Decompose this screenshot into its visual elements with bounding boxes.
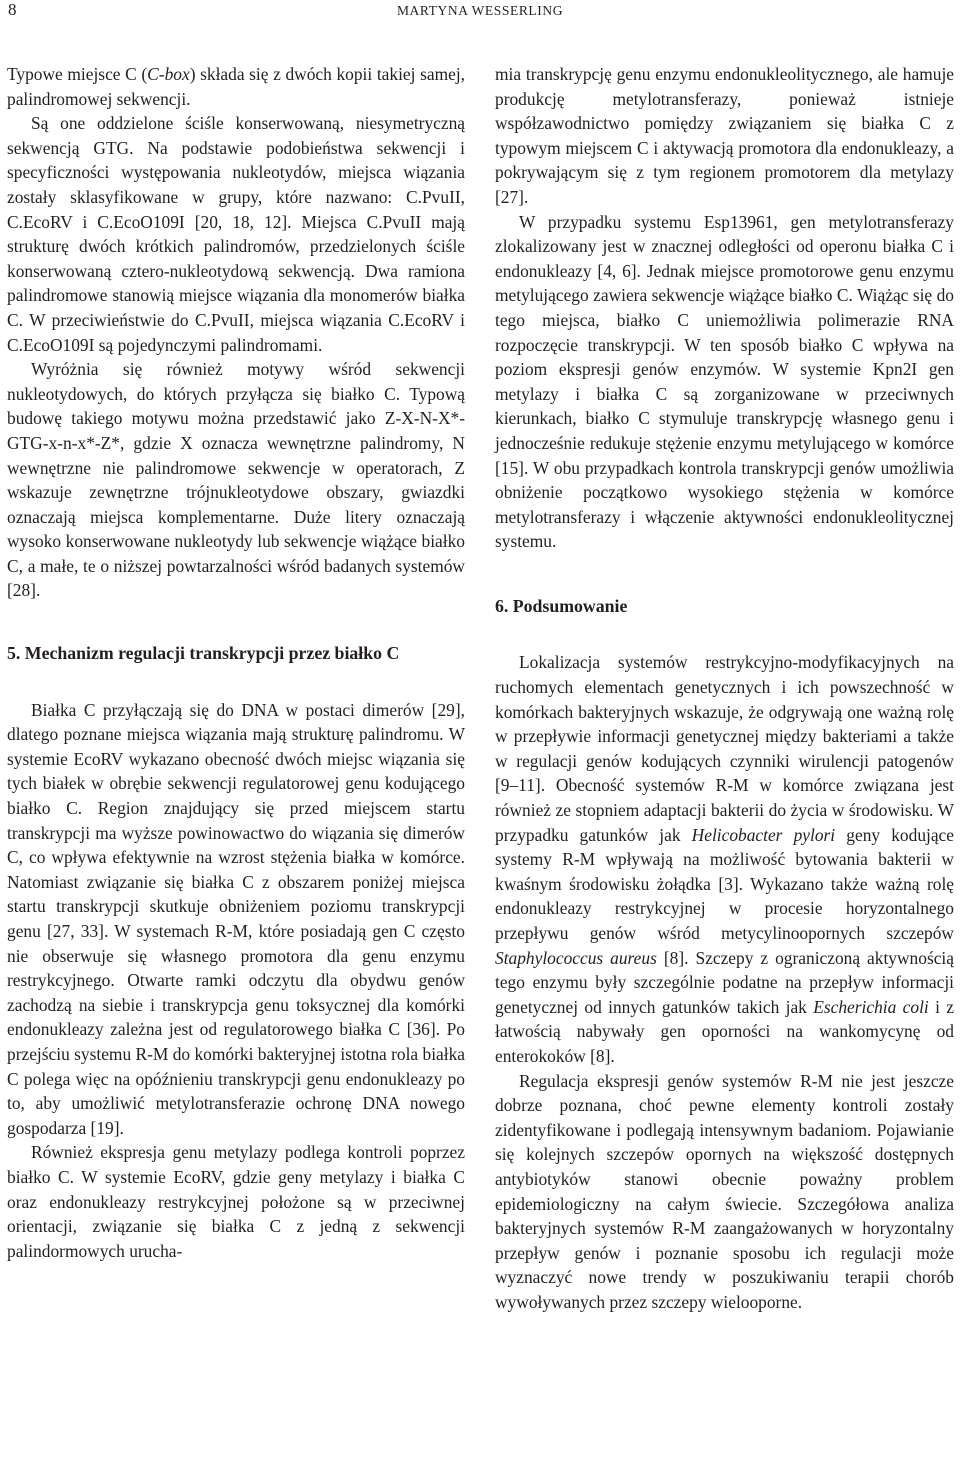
paragraph: Regulacja ekspresji genów systemów R-M nie jest jeszcze dobrze poznana, choć pewne elementy kontroli zostały zidentyfikowane i podlegają intensywnym badaniom. Pojawianie się kolejnych szczepów opornych na większość dostępnych antybiotyków stanowi obecnie poważny problem epidemiologiczny na całym świecie. Szczegółowa analiza bakteryjnych systemów R-M zaangażowanych w horyzontalny przepływ genów i poznanie sposobu ich regulacji może wyznaczyć nowe trendy w poszukiwaniu terapii chorób wywoływanych przez szczepy wielooporne. bbox=[495, 1070, 954, 1312]
paragraph: mia transkrypcję genu enzymu endonukleolitycznego, ale hamuje produkcję metylotransferazy, ponieważ istnieje współzawodnictwo pomiędzy związaniem się białka C z typowym miejscem C i aktywacją promotora dla endonukleazy, a pokrywającym się z tym regionem promotorem dla metylazy [27]. bbox=[495, 64, 954, 207]
paragraph: Lokalizacja systemów restrykcyjno-modyfikacyjnych na ruchomych elementach genetycznych i ich powszechność w komórkach bakteryjnych wskazuje, że odgrywają one ważną rolę w przepływie informacji genetycznej między bakteriami a także w regulacji genów kodujących czynniki wirulencji patogenów [9–11]. Obecność systemów R-M w komórce związana jest również ze stopniem adaptacji bakterii do życia w środowisku. W przypadku gatunków jak Helicobacter pylori geny kodujące systemy R-M wpływają na możliwość bytowania bakterii w kwaśnym środowisku żołądka [3]. Wykazano także ważną rolę endonukleazy restrykcyjnej w procesie horyzontalnego przepływu genów wśród metycylinoopornych szczepów Staphylococcus aureus [8]. Szczepy z ograniczoną aktywnością tego enzymu były szczególnie podatne na przepływ informacji genetycznej od innych gatunków takich jak Escherichia coli i z łatwością nabywały gen oporności na wankomycynę od enterokoków [8]. bbox=[495, 652, 954, 1066]
paragraph: Również ekspresja genu metylazy podlega kontroli poprzez białko C. W systemie EcoRV, gdzie geny metylazy i białka C oraz endonukleazy restrykcyjnej położone są w przeciwnej orientacji, związanie się białka C z jedną z sekwencji palindormowych urucha- bbox=[7, 1142, 465, 1261]
paragraph: Białka C przyłączają się do DNA w postaci dimerów [29], dlatego poznane miejsca wiązania mają strukturę palindromu. W systemie EcoRV wykazano obecność dwóch miejsc wiązania się tych białek w obrębie sekwencji regulatorowej genu kodującego białko C. Region znajdujący się przed miejscem startu transkrypcji ma wyższe powinowactwo do wiązania się dimerów C, co wpływa efektywnie na wzrost stężenia białka w komórce. Natomiast związanie się białka C z obszarem poniżej miejsca startu transkrypcji skutkuje obniżeniem poziomu transkrypcji genu [27, 33]. W systemach R-M, które posiadają gen C często nie obserwuje się własnego promotora dla genu enzymu restrykcyjnego. Otwarte ramki odczytu dla obydwu genów zachodzą na siebie i transkrypcja genu toksycznej dla komórki endonukleazy zależna jest od regulatorowego białka C [36]. Po przejściu systemu R-M do komórki bakteryjnej istotna rola białka C polega więc na opóźnieniu transkrypcji genu endonukleazy po to, aby umożliwić metylotransferazie ochronę DNA nowego gospodarza [19]. bbox=[7, 699, 465, 1138]
paragraph: W przypadku systemu Esp13961, gen metylotransferazy zlokalizowany jest w znacznej odległości od operonu białka C i endonukleazy [4, 6]. Jednak miejsce promotorowe genu enzymu metylującego zawiera sekwencje wiążące białko C. Wiążąc się do tego miejsca, białko C uniemożliwia polimerazie RNA rozpoczęcie transkrypcji. W ten sposób białko C wpływa na poziom ekspresji genów enzymów. W systemie Kpn2I gen metylazy i białka C są zorganizowane w przeciwnych kierunkach, białko C stymuluje transkrypcję własnego genu i jednocześnie redukuje stężenie enzymu metylującego w komórce [15]. W obu przypadkach kontrola transkrypcji genów umożliwia obniżenie początkowo wysokiego stężenia w komórce metylotransferazy i włączenie aktywności endonukleolitycznej systemu. bbox=[495, 211, 954, 552]
section-5-heading: 5. Mechanizm regulacji transkrypcji przez białko C bbox=[7, 643, 400, 664]
paragraph: Typowe miejsce C (C-box) składa się z dwóch kopii takiej samej, palindromowej sekwencji. bbox=[7, 64, 465, 109]
left-column bbox=[7, 62, 465, 1263]
page-number: 8 bbox=[8, 0, 17, 19]
section-6-heading: 6. Podsumowanie bbox=[495, 595, 628, 616]
paragraph: Wyróżnia się również motywy wśród sekwencji nukleotydowych, do których przyłącza się białko C. Typową budowę takiego motywu można przedstawić jako Z-X-N-X*-GTG-x-n-x*-Z*, gdzie X oznacza wewnętrzne palindromy, N wewnętrzne nie palindromowe sekwencje w operatorach, Z wskazuje zewnętrzne trójnukleotydowe obszary, gwiazdki oznaczają miejsca komplementarne. Duże litery oznaczają wysoko konserwowane nukleotydy lub sekwencje wiążące białko C, a małe, te o niższej powtarzalności wśród badanych systemów [28]. bbox=[7, 359, 465, 601]
running-header: MARTYNA WESSERLING bbox=[396, 3, 564, 18]
right-column bbox=[495, 62, 954, 1315]
paragraph: Są one oddzielone ściśle konserwowaną, niesymetryczną sekwencją GTG. Na podstawie podobieństwa sekwencji i specyficzności występowania nukleotydów, miejsca wiązania zostały sklasyfikowane w grupy, które nazwano: C.PvuII, C.EcoRV i C.EcoO109I [20, 18, 12]. Miejsca C.PvuII mają strukturę dwóch krótkich palindromów, przedzielonych ściśle konserwowaną cztero-nukleotydową sekwencją. Dwa ramiona palindromowe stanowią miejsce wiązania dla monomerów białka C. W przeciwieństwie do C.PvuII, miejsca wiązania C.EcoRV i C.EcoO109I są pojedynczymi palindromami. bbox=[7, 113, 465, 355]
